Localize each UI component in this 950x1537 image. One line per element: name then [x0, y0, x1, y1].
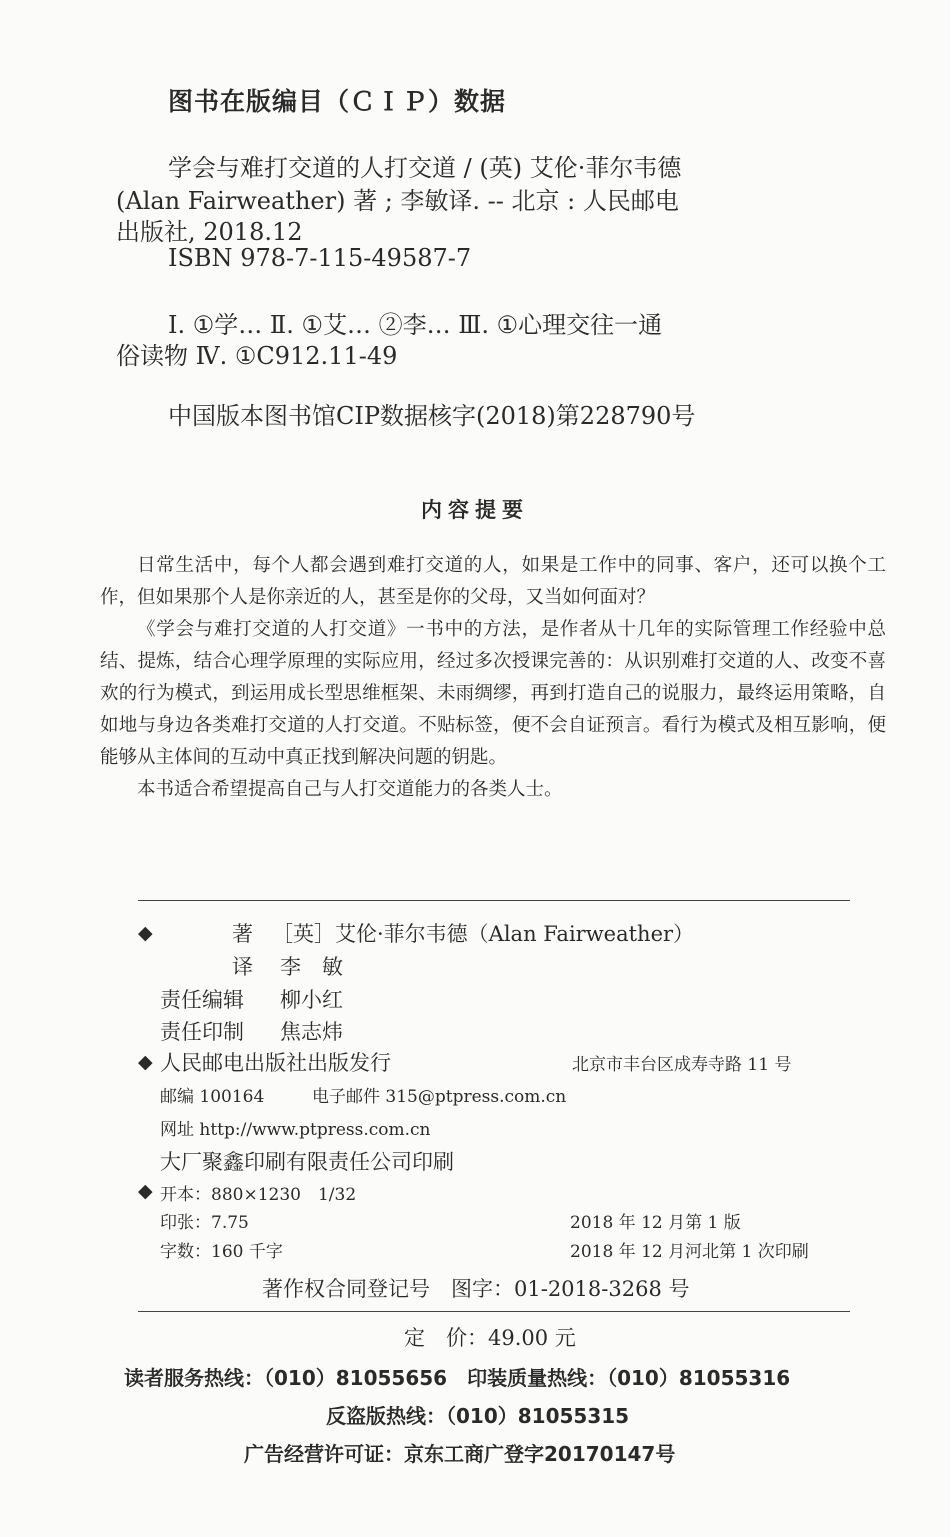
- publisher-address: 北京市丰台区成寿寺路 11 号: [572, 1055, 792, 1075]
- translator-name: 李 敏: [280, 955, 343, 979]
- postcode: 邮编 100164: [160, 1087, 265, 1107]
- summary-title: 内容提要: [421, 498, 529, 522]
- bullet-diamond-icon: ◆: [138, 1051, 153, 1073]
- print-label: 责任印制: [160, 1020, 244, 1044]
- summary-body: [100, 550, 886, 806]
- summary-paragraph-3: 本书适合希望提高自己与人打交道能力的各类人士。: [137, 779, 563, 800]
- cip-class-1: Ⅰ. ①学… Ⅱ. ①艾… ②李… Ⅲ. ①心理交往一通: [168, 311, 663, 339]
- cip-line-2: (Alan Fairweather) 著 ; 李敏译. -- 北京 : 人民邮电: [116, 187, 679, 215]
- print-sheets: 印张：7.75: [160, 1213, 249, 1233]
- publisher: 人民邮电出版社出版发行: [160, 1051, 391, 1075]
- copyright-registration: 著作权合同登记号 图字：01-2018-3268 号: [262, 1277, 690, 1301]
- summary-paragraph-1: 日常生活中，每个人都会遇到难打交道的人，如果是工作中的同事、客户，还可以换个工作，但如果那个人是你亲近的人，甚至是你的父母，又当如何面对？: [100, 555, 886, 608]
- summary-paragraph-2: 《学会与难打交道的人打交道》一书中的方法，是作者从十几年的实际管理工作经验中总结、提炼，结合心理学原理的实际应用，经过多次授课完善的：从识别难打交道的人、改变不喜欢的行为模式，到运用成长型思维框架、未雨绸缪，再到打造自己的说服力，最终运用策略，自如地与身边各类难打交道的人打交道。不贴标签，便不会自证预言。看行为模式及相互影响，便能够从主体间的互动中真正找到解决问题的钥匙。: [100, 619, 886, 768]
- book-format: 开本：880×1230 1/32: [160, 1185, 357, 1205]
- divider-bottom: [138, 1311, 850, 1312]
- cip-number: 中国版本图书馆CIP数据核字(2018)第228790号: [168, 402, 696, 430]
- service-hotlines: 读者服务热线：（010）81055656 印装质量热线：（010）81055316: [124, 1366, 791, 1390]
- bullet-diamond-icon: ◆: [138, 1180, 153, 1202]
- website: 网址 http://www.ptpress.com.cn: [160, 1120, 431, 1140]
- ad-license: 广告经营许可证：京东工商广登字20170147号: [244, 1442, 676, 1466]
- translator-role: 译: [232, 955, 253, 979]
- editor-label: 责任编辑: [160, 988, 244, 1012]
- divider-top: [138, 900, 850, 901]
- author-role: 著: [232, 922, 253, 946]
- cip-line-1: 学会与难打交道的人打交道 / (英) 艾伦·菲尔韦德: [168, 154, 682, 182]
- author-name: ［英］艾伦·菲尔韦德（Alan Fairweather）: [272, 922, 695, 946]
- anti-piracy-hotline: 反盗版热线：（010）81055315: [326, 1404, 630, 1428]
- price: 定 价：49.00 元: [404, 1326, 576, 1350]
- editor-name: 柳小红: [280, 988, 343, 1012]
- cip-class-2: 俗读物 Ⅳ. ①C912.11-49: [116, 342, 398, 370]
- cip-line-3: 出版社, 2018.12: [116, 218, 303, 246]
- word-count: 字数：160 千字: [160, 1242, 283, 1262]
- email: 电子邮件 315@ptpress.com.cn: [312, 1087, 567, 1107]
- edition: 2018 年 12 月第 1 版: [570, 1213, 741, 1233]
- cip-title: 图书在版编目（ＣＩＰ）数据: [168, 87, 507, 116]
- print-person: 焦志炜: [280, 1020, 343, 1044]
- cip-isbn: ISBN 978-7-115-49587-7: [168, 244, 472, 272]
- printer: 大厂聚鑫印刷有限责任公司印刷: [160, 1150, 454, 1174]
- printing: 2018 年 12 月河北第 1 次印刷: [570, 1242, 809, 1262]
- bullet-diamond-icon: ◆: [138, 922, 153, 944]
